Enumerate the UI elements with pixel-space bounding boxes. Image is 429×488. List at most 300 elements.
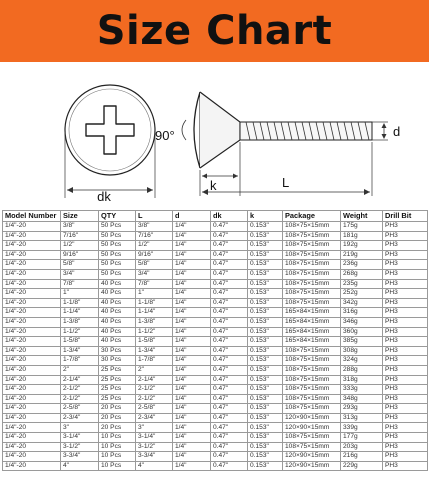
cell-l: 1-3/8" bbox=[136, 317, 173, 327]
cell-size: 3-1/2" bbox=[61, 442, 99, 452]
cell-dk: 0.47" bbox=[211, 308, 248, 318]
cell-model-number: 1/4"-20 bbox=[3, 365, 61, 375]
cell-drill-bit: PH3 bbox=[383, 461, 428, 471]
cell-dk: 0.47" bbox=[211, 337, 248, 347]
cell-dk: 0.47" bbox=[211, 241, 248, 251]
cell-package: 108×75×15mm bbox=[283, 394, 341, 404]
cell-package: 108×75×15mm bbox=[283, 442, 341, 452]
cell-k: 0.153" bbox=[248, 442, 283, 452]
table-row bbox=[3, 337, 428, 347]
table-row bbox=[3, 423, 428, 433]
cell-k: 0.153" bbox=[248, 452, 283, 462]
cell-l: 1-7/8" bbox=[136, 356, 173, 366]
cell-model-number: 1/4"-20 bbox=[3, 346, 61, 356]
cell-package: 108×75×15mm bbox=[283, 346, 341, 356]
cell-package: 165×84×15mm bbox=[283, 337, 341, 347]
cell-dk: 0.47" bbox=[211, 279, 248, 289]
cell-qty: 40 Pcs bbox=[99, 289, 136, 299]
cell-size: 1/2" bbox=[61, 241, 99, 251]
cell-qty: 40 Pcs bbox=[99, 308, 136, 318]
cell-package: 108×75×15mm bbox=[283, 375, 341, 385]
header-qty: QTY bbox=[99, 211, 136, 222]
cell-weight: 192g bbox=[341, 241, 383, 251]
cell-l: 1" bbox=[136, 289, 173, 299]
cell-d: 1/4" bbox=[173, 317, 211, 327]
cell-dk: 0.47" bbox=[211, 452, 248, 462]
cell-drill-bit: PH3 bbox=[383, 308, 428, 318]
size-chart-table bbox=[2, 210, 428, 471]
cell-qty: 25 Pcs bbox=[99, 375, 136, 385]
cell-model-number: 1/4"-20 bbox=[3, 260, 61, 270]
cell-weight: 308g bbox=[341, 346, 383, 356]
cell-k: 0.153" bbox=[248, 423, 283, 433]
cell-d: 1/4" bbox=[173, 279, 211, 289]
cell-drill-bit: PH3 bbox=[383, 250, 428, 260]
cell-model-number: 1/4"-20 bbox=[3, 317, 61, 327]
cell-size: 2-1/2" bbox=[61, 385, 99, 395]
cell-l: 3" bbox=[136, 423, 173, 433]
table-row bbox=[3, 365, 428, 375]
cell-size: 2-3/4" bbox=[61, 413, 99, 423]
cell-l: 2" bbox=[136, 365, 173, 375]
cell-weight: 324g bbox=[341, 356, 383, 366]
cell-dk: 0.47" bbox=[211, 289, 248, 299]
cell-dk: 0.47" bbox=[211, 231, 248, 241]
table-row bbox=[3, 404, 428, 414]
cell-weight: 181g bbox=[341, 231, 383, 241]
cell-size: 3/8" bbox=[61, 222, 99, 232]
cell-dk: 0.47" bbox=[211, 269, 248, 279]
cell-package: 108×75×15mm bbox=[283, 279, 341, 289]
cell-l: 1-1/8" bbox=[136, 298, 173, 308]
cell-package: 108×75×15mm bbox=[283, 289, 341, 299]
cell-size: 7/8" bbox=[61, 279, 99, 289]
cell-model-number: 1/4"-20 bbox=[3, 423, 61, 433]
cell-size: 1-1/8" bbox=[61, 298, 99, 308]
l-label: L bbox=[282, 175, 290, 190]
dk-label: dk bbox=[97, 189, 111, 204]
table-row bbox=[3, 308, 428, 318]
cell-weight: 318g bbox=[341, 375, 383, 385]
cell-l: 2-1/4" bbox=[136, 375, 173, 385]
cell-l: 3-1/4" bbox=[136, 433, 173, 443]
cell-drill-bit: PH3 bbox=[383, 337, 428, 347]
cell-model-number: 1/4"-20 bbox=[3, 413, 61, 423]
cell-d: 1/4" bbox=[173, 298, 211, 308]
cell-qty: 20 Pcs bbox=[99, 404, 136, 414]
cell-qty: 40 Pcs bbox=[99, 279, 136, 289]
cell-weight: 203g bbox=[341, 442, 383, 452]
cell-qty: 40 Pcs bbox=[99, 337, 136, 347]
cell-qty: 50 Pcs bbox=[99, 250, 136, 260]
cell-drill-bit: PH3 bbox=[383, 433, 428, 443]
cell-l: 1-3/4" bbox=[136, 346, 173, 356]
cell-dk: 0.47" bbox=[211, 385, 248, 395]
cell-qty: 40 Pcs bbox=[99, 327, 136, 337]
d-dimension bbox=[372, 122, 400, 140]
cell-k: 0.153" bbox=[248, 385, 283, 395]
cell-d: 1/4" bbox=[173, 442, 211, 452]
cell-package: 108×75×15mm bbox=[283, 231, 341, 241]
cell-d: 1/4" bbox=[173, 260, 211, 270]
table-row bbox=[3, 413, 428, 423]
cell-weight: 177g bbox=[341, 433, 383, 443]
cell-model-number: 1/4"-20 bbox=[3, 385, 61, 395]
cell-k: 0.153" bbox=[248, 308, 283, 318]
table-row bbox=[3, 260, 428, 270]
table-row bbox=[3, 356, 428, 366]
header-model-number: Model Number bbox=[3, 211, 61, 222]
cell-model-number: 1/4"-20 bbox=[3, 231, 61, 241]
cell-k: 0.153" bbox=[248, 250, 283, 260]
cell-size: 1" bbox=[61, 289, 99, 299]
cell-weight: 293g bbox=[341, 404, 383, 414]
cell-size: 1-1/2" bbox=[61, 327, 99, 337]
cell-model-number: 1/4"-20 bbox=[3, 298, 61, 308]
cell-drill-bit: PH3 bbox=[383, 260, 428, 270]
cell-l: 3-3/4" bbox=[136, 452, 173, 462]
cell-qty: 25 Pcs bbox=[99, 385, 136, 395]
cell-d: 1/4" bbox=[173, 404, 211, 414]
cell-model-number: 1/4"-20 bbox=[3, 394, 61, 404]
page-title: Size Chart bbox=[96, 8, 333, 54]
cell-weight: 346g bbox=[341, 317, 383, 327]
cell-d: 1/4" bbox=[173, 385, 211, 395]
cell-d: 1/4" bbox=[173, 231, 211, 241]
table-row bbox=[3, 461, 428, 471]
cell-d: 1/4" bbox=[173, 356, 211, 366]
cell-model-number: 1/4"-20 bbox=[3, 250, 61, 260]
cell-l: 1-1/4" bbox=[136, 308, 173, 318]
cell-dk: 0.47" bbox=[211, 365, 248, 375]
title-banner bbox=[0, 0, 429, 62]
cell-dk: 0.47" bbox=[211, 298, 248, 308]
cell-drill-bit: PH3 bbox=[383, 423, 428, 433]
cell-k: 0.153" bbox=[248, 337, 283, 347]
cell-d: 1/4" bbox=[173, 413, 211, 423]
cell-d: 1/4" bbox=[173, 289, 211, 299]
cell-weight: 385g bbox=[341, 337, 383, 347]
cell-dk: 0.47" bbox=[211, 413, 248, 423]
cell-k: 0.153" bbox=[248, 375, 283, 385]
cell-size: 1-3/8" bbox=[61, 317, 99, 327]
cell-d: 1/4" bbox=[173, 461, 211, 471]
cell-weight: 236g bbox=[341, 260, 383, 270]
cell-model-number: 1/4"-20 bbox=[3, 222, 61, 232]
cell-drill-bit: PH3 bbox=[383, 375, 428, 385]
cell-k: 0.153" bbox=[248, 327, 283, 337]
cell-package: 120×90×15mm bbox=[283, 461, 341, 471]
cell-weight: 216g bbox=[341, 452, 383, 462]
cell-dk: 0.47" bbox=[211, 346, 248, 356]
cell-l: 1-1/2" bbox=[136, 327, 173, 337]
cell-dk: 0.47" bbox=[211, 423, 248, 433]
cell-size: 3-1/4" bbox=[61, 433, 99, 443]
cell-qty: 10 Pcs bbox=[99, 442, 136, 452]
cell-k: 0.153" bbox=[248, 394, 283, 404]
cell-l: 3/8" bbox=[136, 222, 173, 232]
table-row bbox=[3, 298, 428, 308]
cell-weight: 175g bbox=[341, 222, 383, 232]
cell-l: 2-5/8" bbox=[136, 404, 173, 414]
cell-model-number: 1/4"-20 bbox=[3, 356, 61, 366]
cell-drill-bit: PH3 bbox=[383, 241, 428, 251]
cell-size: 1-3/4" bbox=[61, 346, 99, 356]
cell-weight: 342g bbox=[341, 298, 383, 308]
cell-drill-bit: PH3 bbox=[383, 298, 428, 308]
cell-drill-bit: PH3 bbox=[383, 452, 428, 462]
cell-dk: 0.47" bbox=[211, 250, 248, 260]
cell-qty: 10 Pcs bbox=[99, 452, 136, 462]
table-row bbox=[3, 241, 428, 251]
cell-d: 1/4" bbox=[173, 308, 211, 318]
cell-model-number: 1/4"-20 bbox=[3, 241, 61, 251]
cell-d: 1/4" bbox=[173, 241, 211, 251]
cell-k: 0.153" bbox=[248, 404, 283, 414]
cell-drill-bit: PH3 bbox=[383, 346, 428, 356]
cell-qty: 50 Pcs bbox=[99, 222, 136, 232]
table-row bbox=[3, 375, 428, 385]
cell-model-number: 1/4"-20 bbox=[3, 327, 61, 337]
cell-weight: 339g bbox=[341, 423, 383, 433]
cell-d: 1/4" bbox=[173, 375, 211, 385]
cell-size: 4" bbox=[61, 461, 99, 471]
cell-drill-bit: PH3 bbox=[383, 231, 428, 241]
header-k: k bbox=[248, 211, 283, 222]
cell-l: 1-5/8" bbox=[136, 337, 173, 347]
table-row bbox=[3, 452, 428, 462]
cell-drill-bit: PH3 bbox=[383, 365, 428, 375]
cell-drill-bit: PH3 bbox=[383, 442, 428, 452]
cell-d: 1/4" bbox=[173, 250, 211, 260]
phillips-head-icon bbox=[65, 85, 155, 175]
cell-l: 3-1/2" bbox=[136, 442, 173, 452]
cell-package: 165×84×15mm bbox=[283, 327, 341, 337]
cell-package: 108×75×15mm bbox=[283, 365, 341, 375]
cell-model-number: 1/4"-20 bbox=[3, 269, 61, 279]
cell-dk: 0.47" bbox=[211, 394, 248, 404]
cell-k: 0.153" bbox=[248, 260, 283, 270]
cell-package: 108×75×15mm bbox=[283, 433, 341, 443]
cell-package: 108×75×15mm bbox=[283, 298, 341, 308]
cell-package: 108×75×15mm bbox=[283, 269, 341, 279]
cell-package: 108×75×15mm bbox=[283, 385, 341, 395]
table-row bbox=[3, 433, 428, 443]
cell-size: 2" bbox=[61, 365, 99, 375]
table-row bbox=[3, 250, 428, 260]
cell-l: 2-1/2" bbox=[136, 385, 173, 395]
table-header-row bbox=[3, 211, 428, 222]
cell-l: 4" bbox=[136, 461, 173, 471]
cell-weight: 235g bbox=[341, 279, 383, 289]
table-row bbox=[3, 327, 428, 337]
cell-drill-bit: PH3 bbox=[383, 279, 428, 289]
cell-k: 0.153" bbox=[248, 433, 283, 443]
table-row bbox=[3, 346, 428, 356]
cell-dk: 0.47" bbox=[211, 375, 248, 385]
cell-l: 2-1/2" bbox=[136, 394, 173, 404]
cell-k: 0.153" bbox=[248, 269, 283, 279]
cell-d: 1/4" bbox=[173, 423, 211, 433]
table-row bbox=[3, 289, 428, 299]
cell-package: 108×75×15mm bbox=[283, 241, 341, 251]
cell-qty: 25 Pcs bbox=[99, 394, 136, 404]
cell-k: 0.153" bbox=[248, 413, 283, 423]
cell-qty: 10 Pcs bbox=[99, 461, 136, 471]
cell-package: 108×75×15mm bbox=[283, 260, 341, 270]
cell-l: 3/4" bbox=[136, 269, 173, 279]
cell-qty: 50 Pcs bbox=[99, 241, 136, 251]
table-row bbox=[3, 394, 428, 404]
cell-size: 2-1/4" bbox=[61, 375, 99, 385]
cell-weight: 288g bbox=[341, 365, 383, 375]
cell-weight: 360g bbox=[341, 327, 383, 337]
cell-model-number: 1/4"-20 bbox=[3, 452, 61, 462]
cell-weight: 348g bbox=[341, 394, 383, 404]
cell-model-number: 1/4"-20 bbox=[3, 337, 61, 347]
table-row bbox=[3, 385, 428, 395]
cell-qty: 50 Pcs bbox=[99, 269, 136, 279]
cell-qty: 40 Pcs bbox=[99, 317, 136, 327]
header-l: L bbox=[136, 211, 173, 222]
cell-package: 165×84×15mm bbox=[283, 308, 341, 318]
header-size: Size bbox=[61, 211, 99, 222]
cell-d: 1/4" bbox=[173, 452, 211, 462]
cell-d: 1/4" bbox=[173, 222, 211, 232]
cell-drill-bit: PH3 bbox=[383, 356, 428, 366]
cell-size: 1-5/8" bbox=[61, 337, 99, 347]
cell-d: 1/4" bbox=[173, 433, 211, 443]
cell-dk: 0.47" bbox=[211, 356, 248, 366]
cell-size: 3-3/4" bbox=[61, 452, 99, 462]
cell-package: 120×90×15mm bbox=[283, 413, 341, 423]
cell-qty: 40 Pcs bbox=[99, 298, 136, 308]
cell-dk: 0.47" bbox=[211, 442, 248, 452]
cell-qty: 20 Pcs bbox=[99, 423, 136, 433]
cell-dk: 0.47" bbox=[211, 461, 248, 471]
cell-size: 1-1/4" bbox=[61, 308, 99, 318]
cell-d: 1/4" bbox=[173, 327, 211, 337]
cell-dk: 0.47" bbox=[211, 327, 248, 337]
cell-l: 1/2" bbox=[136, 241, 173, 251]
cell-package: 108×75×15mm bbox=[283, 222, 341, 232]
cell-d: 1/4" bbox=[173, 394, 211, 404]
cell-k: 0.153" bbox=[248, 241, 283, 251]
cell-drill-bit: PH3 bbox=[383, 413, 428, 423]
cell-model-number: 1/4"-20 bbox=[3, 375, 61, 385]
cell-package: 120×90×15mm bbox=[283, 452, 341, 462]
cell-k: 0.153" bbox=[248, 346, 283, 356]
cell-l: 7/8" bbox=[136, 279, 173, 289]
cell-drill-bit: PH3 bbox=[383, 269, 428, 279]
cell-qty: 25 Pcs bbox=[99, 365, 136, 375]
cell-k: 0.153" bbox=[248, 356, 283, 366]
cell-size: 2-5/8" bbox=[61, 404, 99, 414]
cell-l: 7/16" bbox=[136, 231, 173, 241]
cell-size: 9/16" bbox=[61, 250, 99, 260]
cell-size: 1-7/8" bbox=[61, 356, 99, 366]
cell-weight: 316g bbox=[341, 308, 383, 318]
cell-qty: 20 Pcs bbox=[99, 413, 136, 423]
cell-qty: 30 Pcs bbox=[99, 346, 136, 356]
cell-k: 0.153" bbox=[248, 222, 283, 232]
table-row bbox=[3, 442, 428, 452]
table-row bbox=[3, 317, 428, 327]
k-label: k bbox=[210, 178, 217, 193]
angle-label: 90° bbox=[155, 128, 175, 143]
cell-model-number: 1/4"-20 bbox=[3, 461, 61, 471]
cell-drill-bit: PH3 bbox=[383, 289, 428, 299]
cell-drill-bit: PH3 bbox=[383, 222, 428, 232]
cell-model-number: 1/4"-20 bbox=[3, 279, 61, 289]
screw-dimension-diagram bbox=[0, 70, 429, 210]
cell-package: 108×75×15mm bbox=[283, 404, 341, 414]
header-drill-bit: Drill Bit bbox=[383, 211, 428, 222]
cell-drill-bit: PH3 bbox=[383, 404, 428, 414]
cell-weight: 229g bbox=[341, 461, 383, 471]
cell-k: 0.153" bbox=[248, 231, 283, 241]
cell-size: 3/4" bbox=[61, 269, 99, 279]
l-dimension bbox=[202, 142, 372, 196]
cell-drill-bit: PH3 bbox=[383, 317, 428, 327]
table-row bbox=[3, 222, 428, 232]
cell-dk: 0.47" bbox=[211, 260, 248, 270]
cell-size: 5/8" bbox=[61, 260, 99, 270]
cell-l: 5/8" bbox=[136, 260, 173, 270]
cell-package: 120×90×15mm bbox=[283, 423, 341, 433]
cell-weight: 333g bbox=[341, 385, 383, 395]
cell-model-number: 1/4"-20 bbox=[3, 442, 61, 452]
cell-package: 108×75×15mm bbox=[283, 356, 341, 366]
cell-l: 9/16" bbox=[136, 250, 173, 260]
cell-drill-bit: PH3 bbox=[383, 385, 428, 395]
cell-model-number: 1/4"-20 bbox=[3, 433, 61, 443]
cell-size: 3" bbox=[61, 423, 99, 433]
cell-qty: 50 Pcs bbox=[99, 260, 136, 270]
cell-model-number: 1/4"-20 bbox=[3, 404, 61, 414]
cell-drill-bit: PH3 bbox=[383, 327, 428, 337]
cell-qty: 50 Pcs bbox=[99, 231, 136, 241]
cell-qty: 10 Pcs bbox=[99, 433, 136, 443]
cell-size: 2-1/2" bbox=[61, 394, 99, 404]
cell-weight: 313g bbox=[341, 413, 383, 423]
header-weight: Weight bbox=[341, 211, 383, 222]
cell-qty: 30 Pcs bbox=[99, 356, 136, 366]
cell-dk: 0.47" bbox=[211, 222, 248, 232]
cell-k: 0.153" bbox=[248, 298, 283, 308]
header-d: d bbox=[173, 211, 211, 222]
cell-size: 7/16" bbox=[61, 231, 99, 241]
cell-d: 1/4" bbox=[173, 346, 211, 356]
cell-dk: 0.47" bbox=[211, 404, 248, 414]
cell-weight: 268g bbox=[341, 269, 383, 279]
cell-d: 1/4" bbox=[173, 365, 211, 375]
table-row bbox=[3, 269, 428, 279]
countersunk-screw-icon bbox=[194, 92, 372, 168]
table-body bbox=[3, 222, 428, 471]
table-row bbox=[3, 231, 428, 241]
cell-k: 0.153" bbox=[248, 365, 283, 375]
cell-package: 165×84×15mm bbox=[283, 317, 341, 327]
cell-model-number: 1/4"-20 bbox=[3, 308, 61, 318]
d-label: d bbox=[393, 124, 401, 139]
cell-weight: 219g bbox=[341, 250, 383, 260]
cell-d: 1/4" bbox=[173, 269, 211, 279]
cell-k: 0.153" bbox=[248, 317, 283, 327]
cell-d: 1/4" bbox=[173, 337, 211, 347]
cell-package: 108×75×15mm bbox=[283, 250, 341, 260]
cell-drill-bit: PH3 bbox=[383, 394, 428, 404]
